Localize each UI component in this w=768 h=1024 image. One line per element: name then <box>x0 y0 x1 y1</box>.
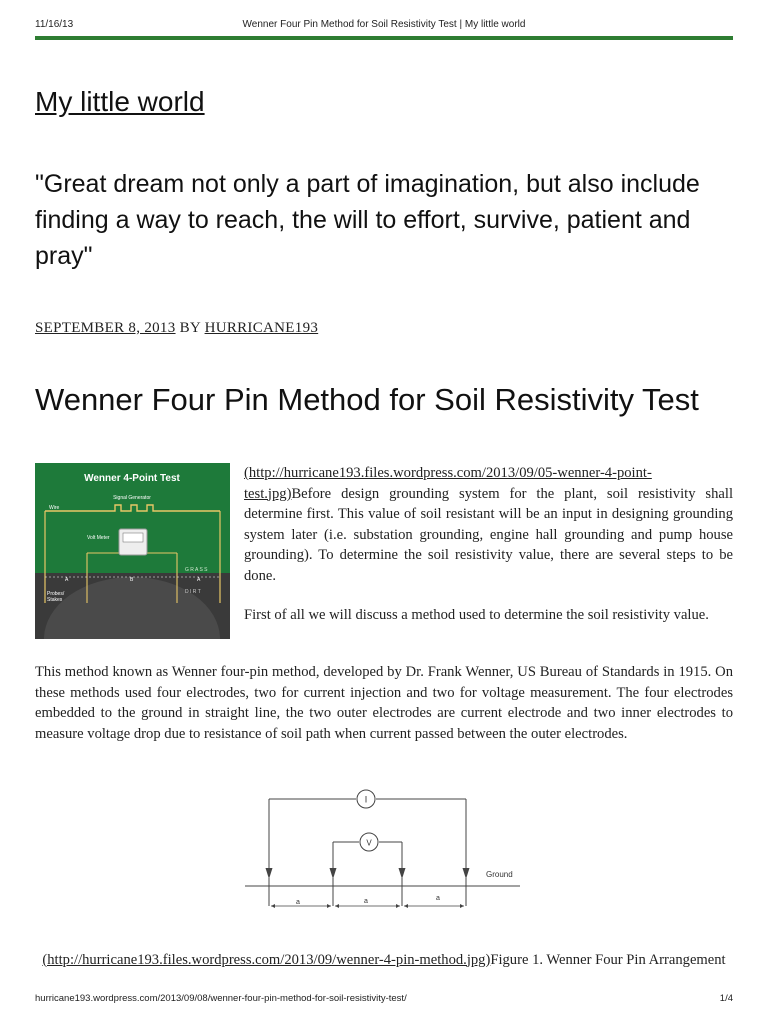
site-tagline: "Great dream not only a part of imagination, but also include finding a way to reach, the will to effort, survive, patient and pray" <box>35 170 700 270</box>
thumb-grass-label: G R A S S <box>185 567 208 573</box>
print-page-title: Wenner Four Pin Method for Soil Resistivity Test | My little world <box>242 19 526 30</box>
post-author-link[interactable]: HURRICANE193 <box>204 320 319 336</box>
page-number: 1/4 <box>719 993 733 1004</box>
figure-caption-block <box>35 950 733 971</box>
print-date: 11/16/13 <box>35 19 74 30</box>
site-title-link[interactable]: My little world <box>35 86 205 117</box>
diagram-arrowheads <box>266 868 470 879</box>
thumb-title: Wenner 4-Point Test <box>84 473 180 484</box>
thumb-volt-meter-label: Volt Meter <box>87 535 110 541</box>
ground-label: Ground <box>486 870 513 879</box>
thumb-a-label-2: A <box>197 577 201 583</box>
current-meter-label: I <box>364 794 368 805</box>
spacing-label-2: a <box>364 898 368 905</box>
volt-meter-label: V <box>366 838 372 848</box>
post-date-link[interactable]: SEPTEMBER 8, 2013 <box>35 320 176 336</box>
diagram-wires <box>245 799 520 906</box>
image2-link[interactable]: (http://hurricane193.files.wordpress.com/2013/09/wenner-4-pin-method.jpg) <box>42 951 491 968</box>
thumb-probes-label: Probes/ <box>47 591 65 597</box>
intro2-paragraph: First of all we will discuss a method used to determine the soil resistivity value. <box>244 607 709 623</box>
thumb-stakes-label: Stakes <box>47 597 63 603</box>
figure-caption: Figure 1. Wenner Four Pin Arrangement <box>490 951 726 968</box>
print-url: hurricane193.wordpress.com/2013/09/08/wenner-four-pin-method-for-soil-resistivity-test/ <box>35 993 407 1004</box>
wenner-4-pin-diagram[interactable] <box>240 786 530 916</box>
image1-link[interactable]: (http://hurricane193.files.wordpress.com/2013/09/05-wenner-4-point-test.jpg) <box>244 465 652 502</box>
intro-text: Before design grounding system for the plant, soil resistivity shall determine first. This value of soil resistant will be an input in designing grounding system later (i.e. substation grounding, engine hall grounding and pump house grounding). To determine the soil resistivity value, there are several steps to be done. <box>244 485 733 584</box>
thumb-b-label: B <box>130 577 134 583</box>
thumb-wire-label: Wire <box>49 505 60 511</box>
wenner-4-point-test-image[interactable] <box>35 463 230 639</box>
thumb-a-label-1: A <box>65 577 69 583</box>
thumb-meter-dial <box>123 533 143 542</box>
spacing-label-3: a <box>436 895 440 902</box>
print-footer <box>35 993 733 1007</box>
thumb-signal-generator-label: Signal Generator <box>113 495 151 501</box>
header-divider <box>35 36 733 40</box>
thumb-dirt-label: D I R T <box>185 589 201 595</box>
body-paragraph-1: This method known as Wenner four-pin method, developed by Dr. Frank Wenner, US Bureau of Standards in 1915. On these methods used four electrodes, two for current injection and two for voltage measurement. The four electrodes embedded to the ground in straight line, the two outer electrodes are current electrode and two inner electrodes to measure voltage drop due to resistance of soil path when current passed between the outer electrodes. <box>35 664 733 742</box>
post-meta <box>35 320 318 337</box>
intro-paragraph <box>244 463 733 587</box>
post-title: Wenner Four Pin Method for Soil Resistivity Test <box>35 382 699 417</box>
print-header <box>35 15 733 35</box>
spacing-label-1: a <box>296 899 300 906</box>
post-by-label: BY <box>179 320 201 336</box>
